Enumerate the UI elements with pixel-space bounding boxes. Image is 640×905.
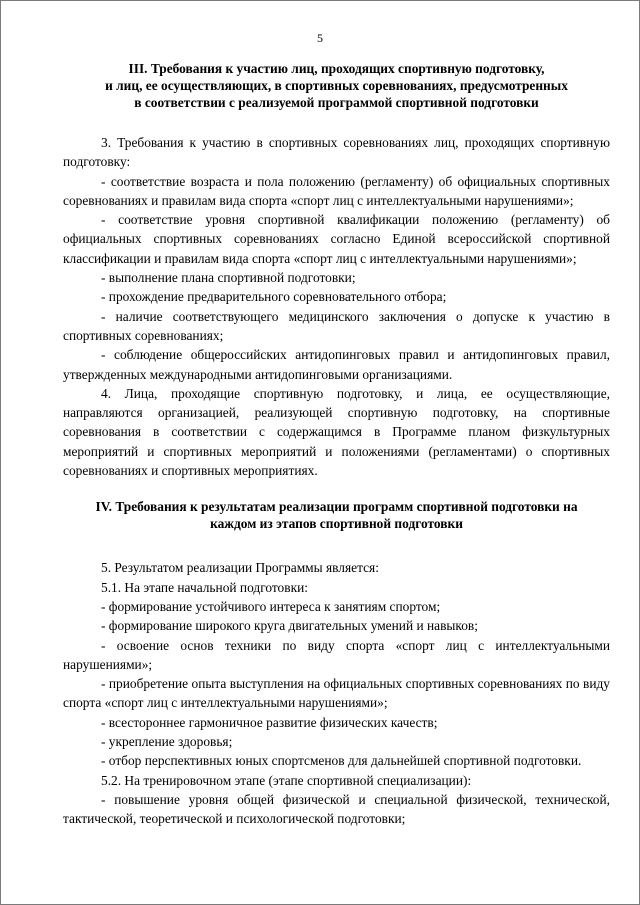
- paragraph: 4. Лица, проходящие спортивную подготовку, и лица, ее осуществляющие, направляются организацией, реализующей спортивную подготовку, на спортивные соревнования в соответствии с содержащимся в Программе планом физкультурных мероприятий и спортивных мероприятий и положениями (регламентами) о спортивных соревнованиях и спортивных мероприятиях.: [63, 385, 610, 479]
- paragraph: - отбор перспективных юных спортсменов для дальнейшей спортивной подготовки.: [101, 753, 582, 769]
- paragraph: - освоение основ техники по виду спорта «спорт лиц с интеллектуальными нарушениями»;: [63, 637, 610, 672]
- section-3-heading: [63, 60, 610, 111]
- paragraph: - прохождение предварительного соревновательного отбора;: [101, 289, 447, 305]
- paragraph: - приобретение опыта выступления на официальных спортивных соревнованиях по виду спорта «спорт лиц с интеллектуальными нарушениями»;: [63, 676, 610, 711]
- paragraph: 5. Результатом реализации Программы является:: [101, 560, 379, 576]
- paragraph: - всестороннее гармоничное развитие физических качеств;: [101, 714, 438, 730]
- paragraph: - формирование устойчивого интереса к занятиям спортом;: [101, 598, 441, 614]
- section-4-heading: [63, 498, 610, 532]
- paragraph: - соответствие уровня спортивной квалификации положению (регламенту) об официальных спортивных соревнованиях согласно Единой всероссийской спортивной классификации и правилам вида спорта «спорт лиц с интеллектуальными нарушениями»;: [63, 212, 610, 266]
- page-number: 5: [317, 31, 323, 45]
- heading-line: каждом из этапов спортивной подготовки: [210, 516, 463, 532]
- paragraph: - формирование широкого круга двигательных умений и навыков;: [101, 618, 478, 634]
- heading-line: IV. Требования к результатам реализации программ спортивной подготовки на: [95, 499, 578, 515]
- heading-line: в соответствии с реализуемой программой спортивной подготовки: [134, 95, 539, 110]
- heading-line: III. Требования к участию лиц, проходящих спортивную подготовку,: [128, 61, 545, 76]
- heading-line: и лиц, ее осуществляющих, в спортивных соревнованиях, предусмотренных: [105, 78, 568, 93]
- paragraph: - выполнение плана спортивной подготовки;: [101, 270, 356, 286]
- paragraph: - соблюдение общероссийских антидопинговых правил и антидопинговых правил, утвержденных международными антидопинговыми организациями.: [63, 347, 610, 382]
- paragraph: - укрепление здоровья;: [101, 734, 233, 750]
- paragraph: - соответствие возраста и пола положению (регламенту) об официальных спортивных соревнованиях и правилам вида спорта «спорт лиц с интеллектуальными нарушениями»;: [63, 173, 610, 208]
- paragraph: 3. Требования к участию в спортивных соревнованиях лиц, проходящих спортивную подготовку:: [63, 135, 610, 170]
- page-content: [63, 60, 610, 829]
- paragraph: 5.2. На тренировочном этапе (этапе спортивной специализации):: [101, 772, 472, 788]
- paragraph: 5.1. На этапе начальной подготовки:: [101, 579, 308, 595]
- paragraph: - повышение уровня общей физической и специальной физической, технической, тактической, теоретической и психологической подготовки;: [63, 791, 610, 827]
- paragraph: - наличие соответствующего медицинского заключения о допуске к участию в спортивных соревнованиях;: [63, 308, 610, 343]
